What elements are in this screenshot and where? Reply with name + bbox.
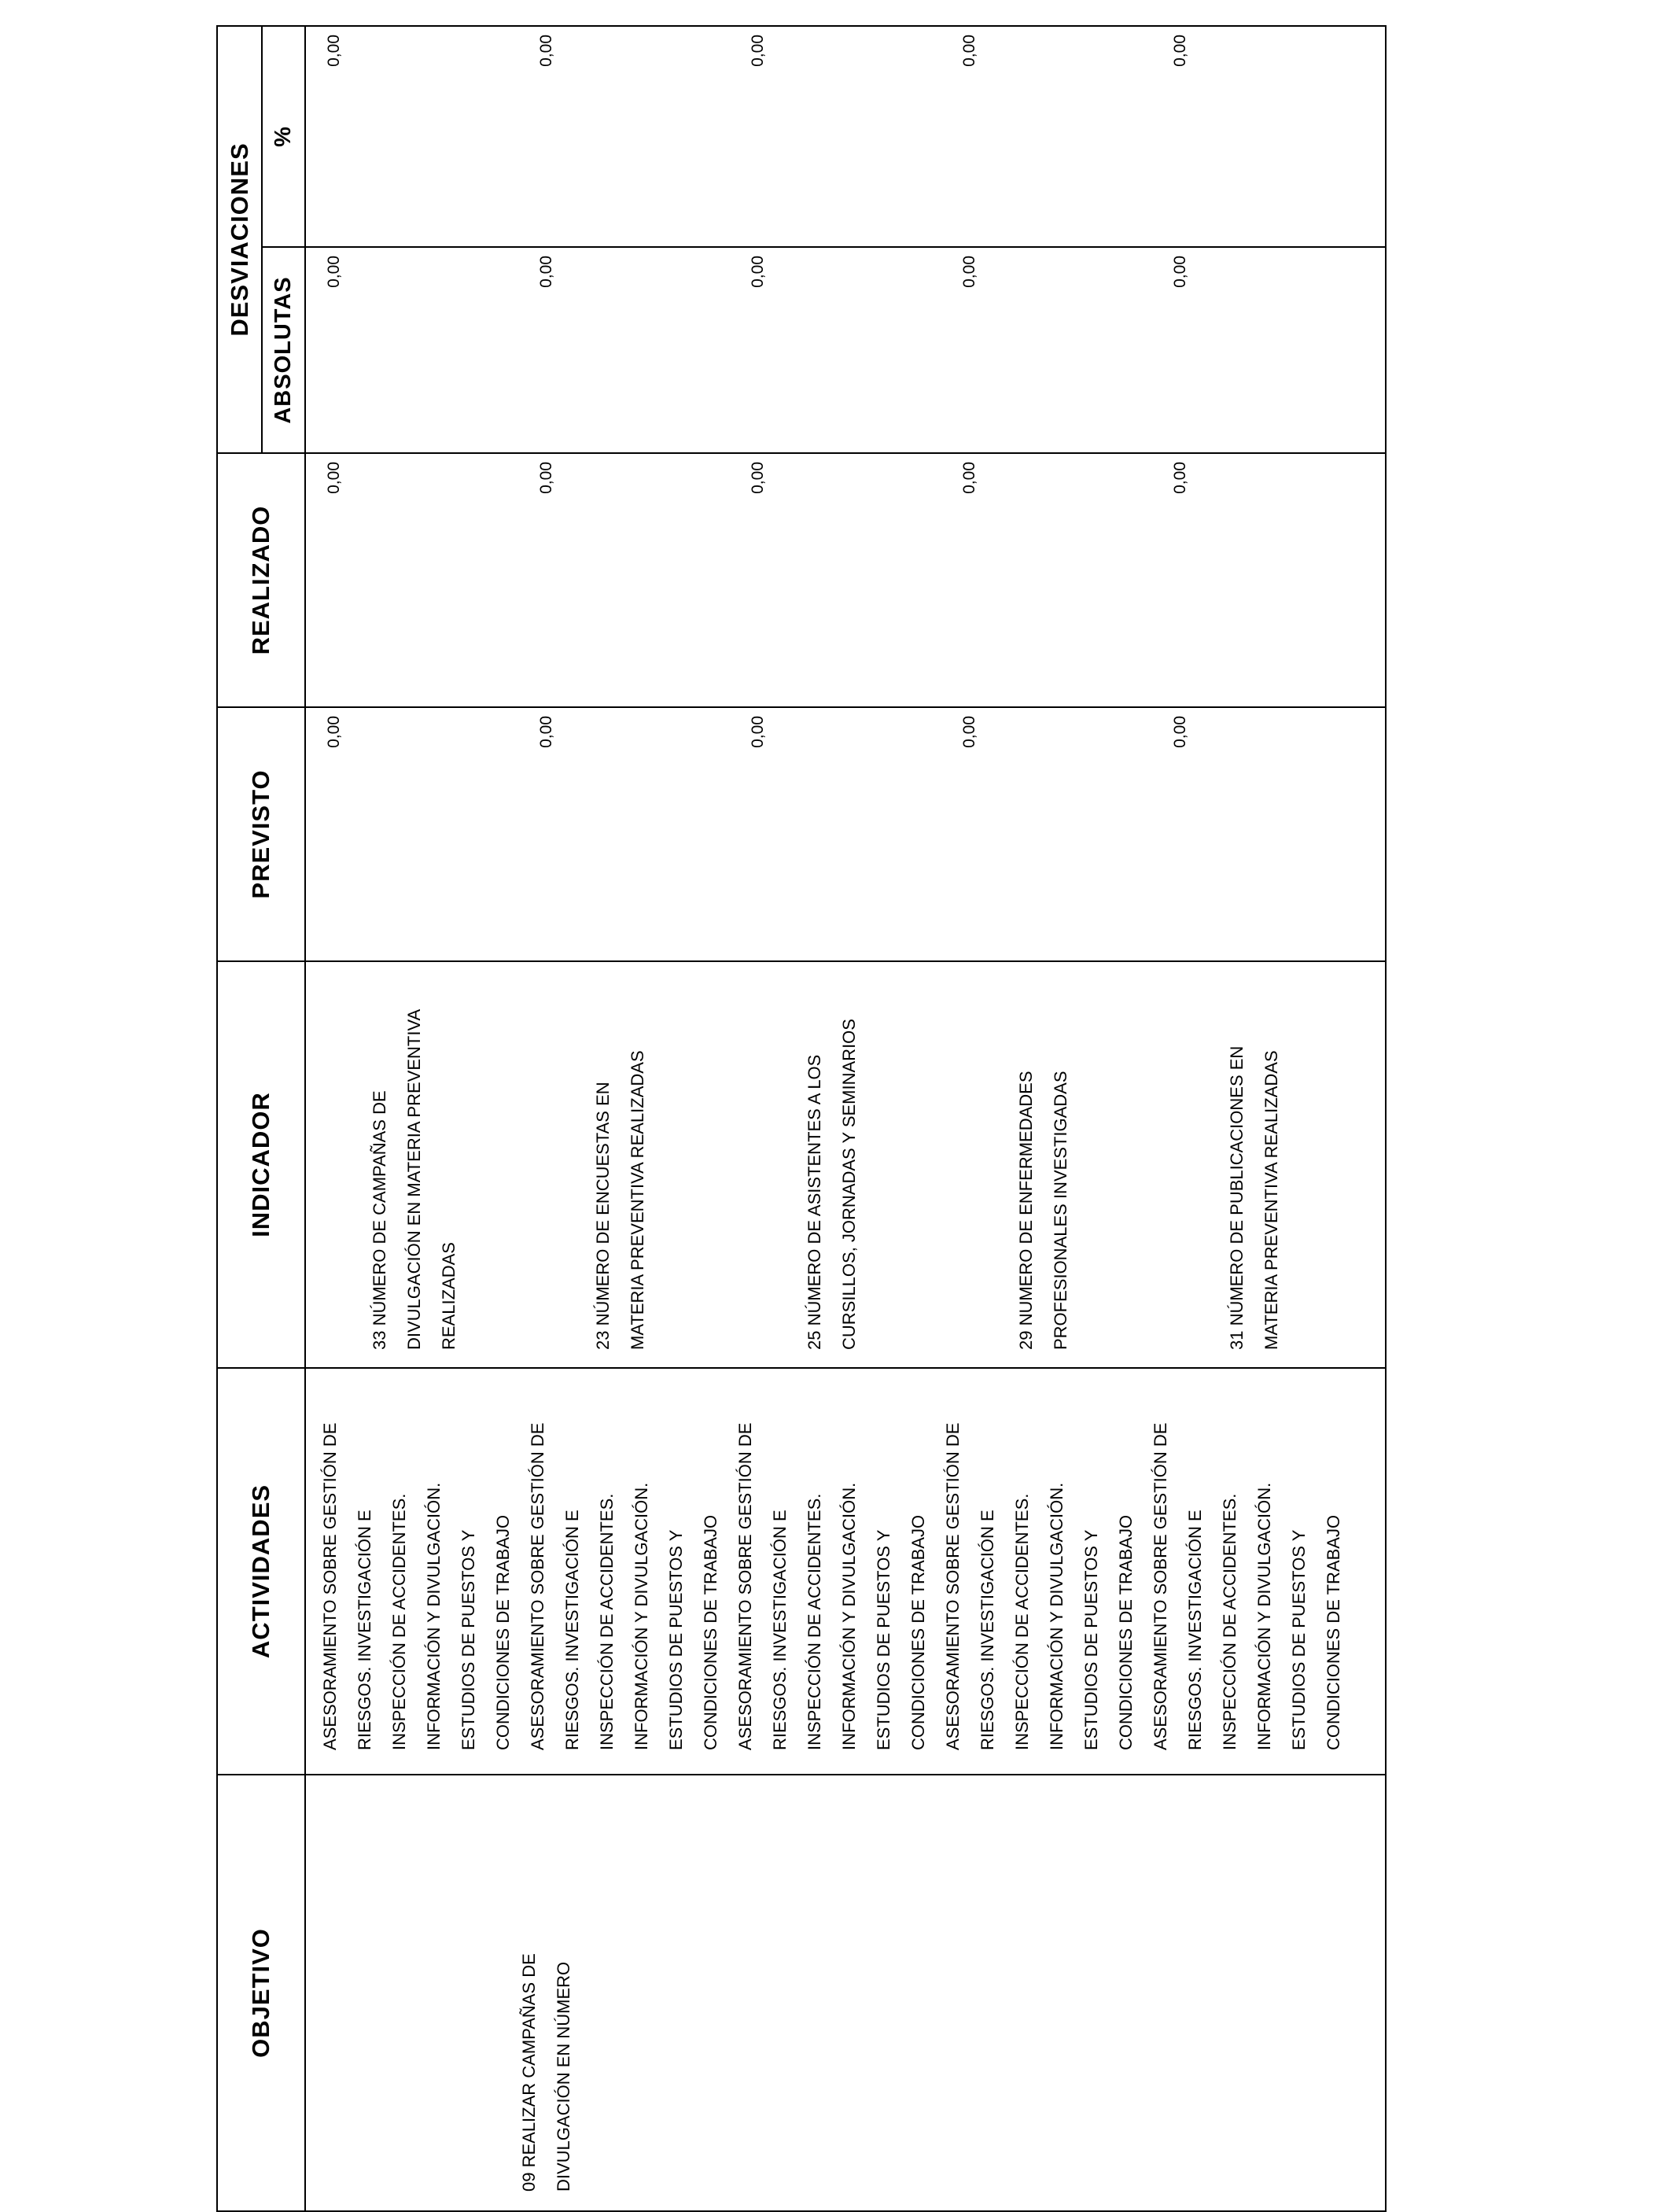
report-sheet xyxy=(216,27,1387,2212)
actividad-line: INSPECCIÓN DE ACCIDENTES. xyxy=(1220,1493,1239,1750)
actividad-line: INFORMACIÓN Y DIVULGACIÓN. xyxy=(632,1482,651,1750)
header-previsto: PREVISTO xyxy=(217,707,305,961)
porcentaje-value: 0,00 xyxy=(325,35,343,67)
actividad-line: INSPECCIÓN DE ACCIDENTES. xyxy=(389,1493,409,1750)
absolutas-value: 0,00 xyxy=(537,256,555,288)
realizado-value: 0,00 xyxy=(960,462,978,494)
previsto-value: 0,00 xyxy=(1171,716,1189,748)
actividad-line: RIESGOS. INVESTIGACIÓN E xyxy=(355,1510,374,1750)
realizado-value: 0,00 xyxy=(1171,462,1189,494)
porcentaje-value: 0,00 xyxy=(960,35,978,67)
objetivo-line: DIVULGACIÓN EN NÚMERO xyxy=(554,1961,573,2192)
actividad-line: RIESGOS. INVESTIGACIÓN E xyxy=(1185,1510,1205,1750)
indicador-block xyxy=(586,1050,655,1350)
absolutas-cell xyxy=(305,247,1386,453)
actividad-line: ASESORAMIENTO SOBRE GESTIÓN DE xyxy=(1151,1422,1170,1750)
indicador-line: 23 NÚMERO DE ENCUESTAS EN xyxy=(593,1082,613,1350)
realizado-value: 0,00 xyxy=(537,462,555,494)
previsto-value: 0,00 xyxy=(960,716,978,748)
actividades-cell xyxy=(305,1368,1386,1775)
porcentaje-value: 0,00 xyxy=(537,35,555,67)
actividad-line: INSPECCIÓN DE ACCIDENTES. xyxy=(597,1493,617,1750)
actividad-line: ASESORAMIENTO SOBRE GESTIÓN DE xyxy=(320,1422,340,1750)
indicador-line: REALIZADAS xyxy=(439,1242,459,1350)
actividad-line: RIESGOS. INVESTIGACIÓN E xyxy=(562,1510,582,1750)
actividad-line: ESTUDIOS DE PUESTOS Y xyxy=(1081,1529,1101,1750)
actividad-line: INFORMACIÓN Y DIVULGACIÓN. xyxy=(1254,1482,1274,1750)
absolutas-value: 0,00 xyxy=(325,256,343,288)
actividad-line: ESTUDIOS DE PUESTOS Y xyxy=(459,1529,478,1750)
header-absolutas: ABSOLUTAS xyxy=(262,247,305,453)
indicador-line: 33 NÚMERO DE CAMPAÑAS DE xyxy=(370,1090,389,1350)
previsto-value: 0,00 xyxy=(325,716,343,748)
actividad-line: CONDICIONES DE TRABAJO xyxy=(701,1514,720,1750)
actividad-line: CONDICIONES DE TRABAJO xyxy=(908,1514,928,1750)
objetivo-line: 09 REALIZAR CAMPAÑAS DE xyxy=(519,1953,539,2192)
realizado-value: 0,00 xyxy=(325,462,343,494)
previsto-value: 0,00 xyxy=(537,716,555,748)
realizado-value: 0,00 xyxy=(749,462,767,494)
actividad-line: CONDICIONES DE TRABAJO xyxy=(1116,1514,1136,1750)
actividad-line: INFORMACIÓN Y DIVULGACIÓN. xyxy=(424,1482,444,1750)
indicador-line: PROFESIONALES INVESTIGADAS xyxy=(1051,1071,1070,1350)
actividad-line: INSPECCIÓN DE ACCIDENTES. xyxy=(805,1493,824,1750)
actividad-line: INFORMACIÓN Y DIVULGACIÓN. xyxy=(1047,1482,1066,1750)
header-objetivo: OBJETIVO xyxy=(217,1775,305,2211)
porcentaje-cell xyxy=(305,26,1386,247)
actividad-line: RIESGOS. INVESTIGACIÓN E xyxy=(770,1510,790,1750)
indicador-block xyxy=(797,1019,867,1350)
header-porcentaje: % xyxy=(262,26,305,247)
actividad-line: ESTUDIOS DE PUESTOS Y xyxy=(1289,1529,1309,1750)
previsto-value: 0,00 xyxy=(749,716,767,748)
actividad-line: ESTUDIOS DE PUESTOS Y xyxy=(666,1529,686,1750)
indicador-line: MATERIA PREVENTIVA REALIZADAS xyxy=(1261,1050,1281,1350)
absolutas-value: 0,00 xyxy=(960,256,978,288)
actividad-line: ASESORAMIENTO SOBRE GESTIÓN DE xyxy=(735,1422,755,1750)
indicador-line: 29 NUMERO DE ENFERMEDADES xyxy=(1016,1071,1036,1350)
header-desviaciones: DESVIACIONES xyxy=(217,26,262,453)
indicador-line: DIVULGACIÓN EN MATERIA PREVENTIVA xyxy=(404,1008,424,1350)
objetivo-cell xyxy=(305,1775,1386,2211)
header-indicador: INDICADOR xyxy=(217,961,305,1368)
actividad-block xyxy=(728,1369,936,1750)
header-actividades: ACTIVIDADES xyxy=(217,1368,305,1775)
porcentaje-value: 0,00 xyxy=(1171,35,1189,67)
header-realizado: REALIZADO xyxy=(217,453,305,707)
absolutas-value: 0,00 xyxy=(749,256,767,288)
indicador-cell xyxy=(305,961,1386,1368)
actividad-block xyxy=(1144,1369,1351,1750)
actividad-block xyxy=(521,1369,728,1750)
indicador-line: CURSILLOS, JORNADAS Y SEMINARIOS xyxy=(839,1019,859,1350)
actividad-line: ASESORAMIENTO SOBRE GESTIÓN DE xyxy=(528,1422,547,1750)
actividad-line: INFORMACIÓN Y DIVULGACIÓN. xyxy=(839,1482,859,1750)
indicador-line: MATERIA PREVENTIVA REALIZADAS xyxy=(628,1050,647,1350)
realizado-cell xyxy=(305,453,1386,707)
actividad-block xyxy=(936,1369,1144,1750)
actividad-line: ESTUDIOS DE PUESTOS Y xyxy=(874,1529,893,1750)
actividad-line: INSPECCIÓN DE ACCIDENTES. xyxy=(1012,1493,1032,1750)
actividad-line: RIESGOS. INVESTIGACIÓN E xyxy=(978,1510,997,1750)
actividad-line: CONDICIONES DE TRABAJO xyxy=(493,1514,513,1750)
indicador-block xyxy=(1220,1046,1289,1350)
indicador-block xyxy=(1009,1071,1078,1350)
absolutas-value: 0,00 xyxy=(1171,256,1189,288)
porcentaje-value: 0,00 xyxy=(749,35,767,67)
indicador-line: 31 NÚMERO DE PUBLICACIONES EN xyxy=(1227,1045,1247,1350)
actividad-line: ASESORAMIENTO SOBRE GESTIÓN DE xyxy=(943,1422,963,1750)
actividad-block xyxy=(313,1369,521,1750)
indicador-block xyxy=(363,1009,466,1350)
previsto-cell xyxy=(305,707,1386,961)
indicador-line: 25 NÚMERO DE ASISTENTES A LOS xyxy=(805,1054,824,1350)
actividad-line: CONDICIONES DE TRABAJO xyxy=(1324,1514,1343,1750)
indicators-table xyxy=(216,25,1387,2212)
